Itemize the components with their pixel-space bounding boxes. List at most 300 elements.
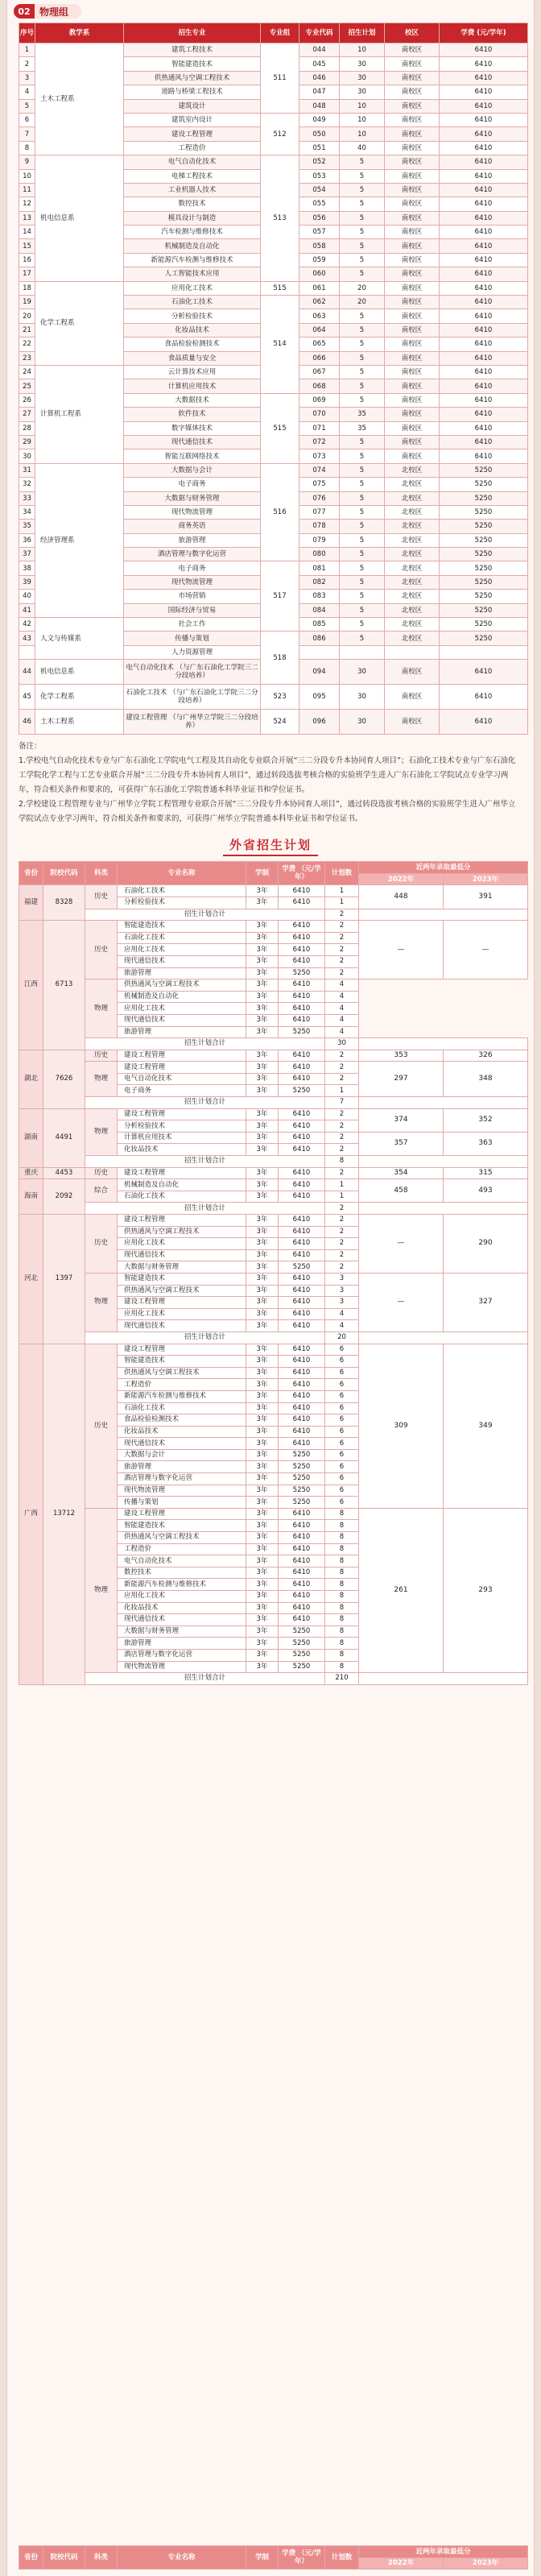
- years-cell: 3年: [246, 1449, 279, 1461]
- code-cell: 065: [299, 338, 340, 351]
- row-index: 1: [19, 43, 35, 57]
- years-cell: 3年: [246, 1555, 279, 1568]
- plan-cell: 5: [340, 463, 385, 477]
- row-index: 27: [19, 408, 35, 421]
- campus-cell: 南校区: [385, 309, 440, 323]
- years-cell: 3年: [246, 1390, 279, 1402]
- code-cell: 079: [299, 533, 340, 547]
- fee-cell: 6410: [440, 169, 528, 183]
- row-index: 35: [19, 520, 35, 533]
- years-cell: 3年: [246, 1367, 279, 1379]
- subject-cell: 物理: [85, 979, 118, 1038]
- header-code: 专业代码: [299, 23, 340, 43]
- fee-cell: 5250: [440, 618, 528, 632]
- total-plan-cell: 20: [325, 1331, 359, 1344]
- plan-cell: 5: [340, 632, 385, 645]
- fee-cell: 6410: [279, 1402, 325, 1414]
- total-empty-cell: [359, 1156, 528, 1168]
- score-2022-cell: 297: [359, 1062, 444, 1097]
- major-name-cell: 智能建造技术: [118, 921, 246, 933]
- major-name-cell: 供热通风与空调工程技术: [118, 979, 246, 992]
- major-name-cell: 建设工程管理: [118, 1344, 246, 1356]
- campus-cell: 南校区: [385, 239, 440, 253]
- total-plan-cell: 30: [325, 1038, 359, 1050]
- fee-cell: 6410: [440, 183, 528, 197]
- campus-cell: 南校区: [385, 338, 440, 351]
- major-name-cell: 智能建造技术: [118, 1520, 246, 1532]
- years-cell: 3年: [246, 897, 279, 909]
- fee-cell: 6410: [440, 155, 528, 169]
- header-years-2: 学制: [246, 2546, 279, 2570]
- fee-cell: 5250: [279, 1485, 325, 1497]
- total-empty-cell: [359, 1038, 528, 1050]
- fee-cell: 6410: [279, 1520, 325, 1532]
- plan-cell: 30: [340, 85, 385, 99]
- fee-cell: 6410: [440, 99, 528, 113]
- out-province-title: 外省招生计划: [7, 836, 534, 856]
- header-dept: 教学系: [35, 23, 124, 43]
- campus-cell: 南校区: [385, 365, 440, 379]
- score-2023-cell: 326: [444, 1050, 528, 1062]
- fee-cell: 6410: [279, 1108, 325, 1120]
- code-cell: 071: [299, 421, 340, 435]
- code-cell: 067: [299, 365, 340, 379]
- plan-count-cell: 2: [325, 1073, 359, 1085]
- code-cell: 084: [299, 603, 340, 617]
- score-2023-cell: 293: [444, 1508, 528, 1672]
- header-2023-2: 2023年: [444, 2557, 528, 2570]
- school-code-cell: 2092: [43, 1179, 85, 1215]
- major-name-cell: 工程造价: [118, 1543, 246, 1555]
- province-cell: 湖南: [19, 1108, 43, 1167]
- score-2023-cell: 363: [444, 1132, 528, 1155]
- fee-cell: 6410: [440, 43, 528, 57]
- plan-count-cell: 2: [325, 1249, 359, 1261]
- province-cell: 广西: [19, 1344, 43, 1684]
- plan-cell: 5: [340, 533, 385, 547]
- fee-cell: 6410: [279, 1508, 325, 1520]
- subject-cell: 历史: [85, 1215, 118, 1274]
- code-cell: 078: [299, 520, 340, 533]
- years-cell: 3年: [246, 1297, 279, 1309]
- years-cell: 3年: [246, 1473, 279, 1485]
- fee-cell: 6410: [279, 1062, 325, 1074]
- major-name-cell: 传播与策划: [118, 1497, 246, 1509]
- major-name-cell: 现代通信技术: [118, 1614, 246, 1626]
- years-cell: 3年: [246, 1108, 279, 1120]
- fee-cell: 5250: [279, 967, 325, 979]
- row-index: 6: [19, 113, 35, 126]
- code-cell: 068: [299, 379, 340, 393]
- campus-cell: 南校区: [385, 71, 440, 85]
- table-row: [19, 281, 528, 295]
- code-cell: 045: [299, 57, 340, 71]
- plan-count-cell: 2: [325, 1167, 359, 1179]
- plan-count-cell: 8: [325, 1614, 359, 1626]
- plan-cell: 5: [340, 239, 385, 253]
- dept-cell: 化学工程系: [35, 281, 124, 365]
- code-cell: 077: [299, 505, 340, 519]
- school-code-cell: 4491: [43, 1108, 85, 1167]
- header-2022: 2022年: [359, 873, 444, 885]
- major-cell: 道路与桥梁工程技术: [124, 85, 261, 99]
- table-header-row: [19, 23, 528, 43]
- years-cell: 3年: [246, 1050, 279, 1062]
- campus-cell: 南校区: [385, 449, 440, 463]
- group-cell: 523: [261, 685, 299, 710]
- code-cell: 076: [299, 491, 340, 505]
- major-cell: 大数据与会计: [124, 463, 261, 477]
- header-province-2: 省份: [19, 2546, 43, 2570]
- fee-cell: 5250: [440, 603, 528, 617]
- plan-count-cell: 6: [325, 1438, 359, 1450]
- major-cell: 现代物流管理: [124, 505, 261, 519]
- score-2023-cell: 290: [444, 1215, 528, 1274]
- fee-cell: 5250: [440, 561, 528, 575]
- years-cell: 3年: [246, 1003, 279, 1015]
- major-name-cell: 化妆品技术: [118, 1144, 246, 1156]
- fee-cell: 5250: [440, 533, 528, 547]
- total-plan-cell: 8: [325, 1156, 359, 1168]
- plan-count-cell: 8: [325, 1591, 359, 1603]
- plan-count-cell: 4: [325, 1014, 359, 1026]
- major-cell: 数字媒体技术: [124, 421, 261, 435]
- years-cell: 3年: [246, 967, 279, 979]
- row-index: 30: [19, 449, 35, 463]
- fee-cell: 6410: [279, 1344, 325, 1356]
- major-cell: 电梯工程技术: [124, 169, 261, 183]
- years-cell: 3年: [246, 1356, 279, 1368]
- score-2023-cell: 327: [444, 1273, 528, 1331]
- years-cell: 3年: [246, 1579, 279, 1591]
- fee-cell: 6410: [440, 253, 528, 267]
- plan-count-cell: 3: [325, 1273, 359, 1285]
- fee-cell: 6410: [279, 1591, 325, 1603]
- major-name-cell: 建设工程管理: [118, 1167, 246, 1179]
- row-index: 32: [19, 478, 35, 491]
- code-cell: 074: [299, 463, 340, 477]
- subject-cell: 物理: [85, 1273, 118, 1331]
- fee-cell: 5250: [440, 520, 528, 533]
- major-cell: 智能互联网络技术: [124, 449, 261, 463]
- code-cell: 053: [299, 169, 340, 183]
- major-cell: 计算机应用技术: [124, 379, 261, 393]
- fee-cell: 6410: [279, 1144, 325, 1156]
- plan-count-cell: 8: [325, 1508, 359, 1520]
- fee-cell: 5250: [440, 505, 528, 519]
- plan-count-cell: 6: [325, 1485, 359, 1497]
- plan-count-cell: 2: [325, 1238, 359, 1250]
- header-plan-count: 计划数: [325, 862, 359, 885]
- campus-cell: 北校区: [385, 590, 440, 603]
- major-name-cell: 建设工程管理: [118, 1297, 246, 1309]
- years-cell: 3年: [246, 1320, 279, 1332]
- years-cell: 3年: [246, 1414, 279, 1427]
- fee-cell: 6410: [279, 1426, 325, 1438]
- total-plan-cell: 2: [325, 909, 359, 921]
- header-school-code: 院校代码: [43, 862, 85, 885]
- plan-cell: 5: [340, 197, 385, 211]
- code-cell: 061: [299, 281, 340, 295]
- years-cell: 3年: [246, 1602, 279, 1614]
- row-index: 33: [19, 491, 35, 505]
- fee-cell: 6410: [279, 1249, 325, 1261]
- fee-cell: 6410: [279, 932, 325, 944]
- plan-count-cell: 4: [325, 991, 359, 1003]
- plan-count-cell: 4: [325, 1308, 359, 1320]
- years-cell: 3年: [246, 1191, 279, 1203]
- row-index: 29: [19, 435, 35, 449]
- plan-cell: 20: [340, 281, 385, 295]
- total-label-cell: 招生计划合计: [85, 1673, 325, 1685]
- major-cell: 软件技术: [124, 408, 261, 421]
- score-2023-cell: 493: [444, 1179, 528, 1203]
- group-cell: 515: [261, 281, 299, 295]
- plan-count-cell: 6: [325, 1414, 359, 1427]
- total-empty-cell: [359, 1203, 528, 1215]
- plan-count-cell: 2: [325, 1108, 359, 1120]
- years-cell: 3年: [246, 1379, 279, 1391]
- major-name-cell: 现代物流管理: [118, 1485, 246, 1497]
- major-name-cell: 建设工程管理: [118, 1508, 246, 1520]
- major-name-cell: 应用化工技术: [118, 1591, 246, 1603]
- subject-cell: 历史: [85, 921, 118, 979]
- fee-cell: 6410: [279, 885, 325, 897]
- plan-cell: 5: [340, 226, 385, 239]
- fee-cell: 6410: [440, 197, 528, 211]
- plan-cell: 10: [340, 127, 385, 141]
- fee-cell: 6410: [440, 379, 528, 393]
- plan-count-cell: 6: [325, 1402, 359, 1414]
- score-2022-cell: 261: [359, 1508, 444, 1672]
- plan-count-cell: 2: [325, 1132, 359, 1144]
- row-index: 26: [19, 393, 35, 407]
- code-cell: 082: [299, 575, 340, 589]
- header-fee: 学费 （元/学年）: [279, 862, 325, 885]
- fee-cell: 6410: [440, 435, 528, 449]
- plan-count-cell: 6: [325, 1379, 359, 1391]
- fee-cell: [440, 645, 528, 659]
- major-cell: 分析检验技术: [124, 309, 261, 323]
- major-cell: 汽车检测与维修技术: [124, 226, 261, 239]
- plan-count-cell: 6: [325, 1449, 359, 1461]
- campus-cell: [385, 645, 440, 659]
- fee-cell: 5250: [440, 590, 528, 603]
- years-cell: 3年: [246, 1132, 279, 1144]
- campus-cell: 南校区: [385, 183, 440, 197]
- code-cell: [299, 645, 340, 659]
- campus-cell: 南校区: [385, 155, 440, 169]
- row-index: 42: [19, 618, 35, 632]
- years-cell: 3年: [246, 1249, 279, 1261]
- table-row: [19, 710, 528, 735]
- major-name-cell: 数控技术: [118, 1567, 246, 1579]
- major-cell: 智能建造技术: [124, 57, 261, 71]
- major-name-cell: 应用化工技术: [118, 1238, 246, 1250]
- years-cell: 3年: [246, 1426, 279, 1438]
- major-cell: 工业机器人技术: [124, 183, 261, 197]
- code-cell: 064: [299, 323, 340, 337]
- fee-cell: 5250: [279, 1473, 325, 1485]
- fee-cell: 6410: [440, 710, 528, 735]
- fee-cell: 6410: [440, 267, 528, 281]
- fee-cell: 6410: [279, 1120, 325, 1133]
- score-2023-cell: 349: [444, 1344, 528, 1508]
- fee-cell: 6410: [440, 141, 528, 155]
- plan-count-cell: 2: [325, 1120, 359, 1133]
- years-cell: 3年: [246, 1638, 279, 1650]
- row-index: 14: [19, 226, 35, 239]
- row-index: 5: [19, 99, 35, 113]
- plan-count-cell: 2: [325, 1050, 359, 1062]
- row-index: 12: [19, 197, 35, 211]
- campus-cell: 南校区: [385, 296, 440, 309]
- code-cell: 072: [299, 435, 340, 449]
- fee-cell: 6410: [279, 1614, 325, 1626]
- plan-count-cell: 3: [325, 1285, 359, 1297]
- header-school-code-2: 院校代码: [43, 2546, 85, 2570]
- code-cell: 062: [299, 296, 340, 309]
- plan-count-cell: 8: [325, 1626, 359, 1638]
- code-cell: 095: [299, 685, 340, 710]
- plan-cell: 5: [340, 267, 385, 281]
- header-major-name: 专业名称: [118, 862, 246, 885]
- major-name-cell: 分析检验技术: [118, 1120, 246, 1133]
- out-province-table-continued-header: [19, 2545, 528, 2570]
- header-history-score: 近两年录取最低分: [359, 862, 528, 874]
- major-name-cell: 机械制造及自动化: [118, 991, 246, 1003]
- years-cell: 3年: [246, 979, 279, 992]
- campus-cell: 南校区: [385, 197, 440, 211]
- years-cell: 3年: [246, 1497, 279, 1509]
- score-2022-cell: —: [359, 921, 444, 979]
- campus-cell: 南校区: [385, 226, 440, 239]
- major-name-cell: 供热通风与空调工程技术: [118, 1285, 246, 1297]
- province-cell: 河北: [19, 1215, 43, 1344]
- header-years: 学制: [246, 862, 279, 885]
- subject-cell: 物理: [85, 1062, 118, 1097]
- fee-cell: 6410: [440, 71, 528, 85]
- plan-count-cell: 4: [325, 1003, 359, 1015]
- row-index: 9: [19, 155, 35, 169]
- table-row: [19, 43, 528, 57]
- plan-cell: 5: [340, 169, 385, 183]
- row-index: 18: [19, 281, 35, 295]
- fee-cell: 6410: [279, 1179, 325, 1191]
- major-name-cell: 应用化工技术: [118, 944, 246, 956]
- plan-count-cell: 8: [325, 1543, 359, 1555]
- major-name-cell: 电气自动化技术: [118, 1555, 246, 1568]
- plan-count-cell: 6: [325, 1367, 359, 1379]
- plan-count-cell: 8: [325, 1579, 359, 1591]
- years-cell: 3年: [246, 1073, 279, 1085]
- row-index: 24: [19, 365, 35, 379]
- total-empty-cell: [359, 1673, 528, 1685]
- plan-count-cell: 6: [325, 1461, 359, 1473]
- row-index: 25: [19, 379, 35, 393]
- score-2023-cell: 315: [444, 1167, 528, 1179]
- fee-cell: 5250: [440, 478, 528, 491]
- out-table-row: [19, 921, 528, 933]
- plan-count-cell: 1: [325, 885, 359, 897]
- fee-cell: 6410: [279, 1238, 325, 1250]
- plan-cell: 5: [340, 211, 385, 225]
- years-cell: 3年: [246, 1179, 279, 1191]
- major-name-cell: 石油化工技术: [118, 1191, 246, 1203]
- major-cell: 商务英语: [124, 520, 261, 533]
- major-name-cell: 供热通风与空调工程技术: [118, 1367, 246, 1379]
- table-row: [19, 685, 528, 710]
- row-index: 17: [19, 267, 35, 281]
- major-name-cell: 电气自动化技术: [118, 1073, 246, 1085]
- years-cell: 3年: [246, 991, 279, 1003]
- plan-cell: 5: [340, 505, 385, 519]
- out-table-row: [19, 1331, 528, 1344]
- plan-count-cell: 8: [325, 1532, 359, 1544]
- fee-cell: 6410: [279, 1285, 325, 1297]
- plan-count-cell: 6: [325, 1426, 359, 1438]
- major-cell: 石油化工技术: [124, 296, 261, 309]
- plan-count-cell: 4: [325, 979, 359, 992]
- fee-cell: 6410: [279, 1014, 325, 1026]
- out-table-row: [19, 1108, 528, 1120]
- header-2023: 2023年: [444, 873, 528, 885]
- row-index: 15: [19, 239, 35, 253]
- school-code-cell: 4453: [43, 1167, 85, 1179]
- out-table-row: [19, 1167, 528, 1179]
- group-cell: 511: [261, 43, 299, 114]
- major-cell: 人力资源管理: [124, 645, 261, 659]
- major-name-cell: 旅游管理: [118, 967, 246, 979]
- header-major-name-2: 专业名称: [118, 2546, 246, 2570]
- group-cell: 518: [261, 632, 299, 685]
- physics-group-table: [19, 23, 528, 735]
- plan-cell: 20: [340, 296, 385, 309]
- fee-cell: 6410: [440, 226, 528, 239]
- major-cell: 电气自动化技术: [124, 155, 261, 169]
- total-empty-cell: [359, 1331, 528, 1344]
- campus-cell: 南校区: [385, 57, 440, 71]
- out-table-row: [19, 1038, 528, 1050]
- out-table-row: [19, 979, 528, 992]
- out-table-row: [19, 1062, 528, 1074]
- header-subject-2: 科类: [85, 2546, 118, 2570]
- header-group: 专业组: [261, 23, 299, 43]
- code-cell: 060: [299, 267, 340, 281]
- row-index: 16: [19, 253, 35, 267]
- plan-count-cell: 2: [325, 1215, 359, 1227]
- row-index: 37: [19, 548, 35, 561]
- major-cell: 大数据与财务管理: [124, 491, 261, 505]
- dept-cell: 机电信息系: [35, 660, 124, 685]
- subject-cell: 物理: [85, 1108, 118, 1155]
- row-index: 20: [19, 309, 35, 323]
- total-empty-cell: [359, 1097, 528, 1109]
- subject-cell: 历史: [85, 1167, 118, 1179]
- dept-cell: 土木工程系: [35, 43, 124, 155]
- fee-cell: 6410: [279, 1273, 325, 1285]
- province-cell: 湖北: [19, 1050, 43, 1108]
- plan-cell: 5: [340, 393, 385, 407]
- years-cell: 3年: [246, 1591, 279, 1603]
- major-name-cell: 酒店管理与数字化运营: [118, 1649, 246, 1661]
- header-index: 序号: [19, 23, 35, 43]
- fee-cell: 6410: [279, 897, 325, 909]
- out-table-row: [19, 1673, 528, 1685]
- row-index: 44: [19, 660, 35, 685]
- school-code-cell: 8328: [43, 885, 85, 921]
- plan-count-cell: 4: [325, 1320, 359, 1332]
